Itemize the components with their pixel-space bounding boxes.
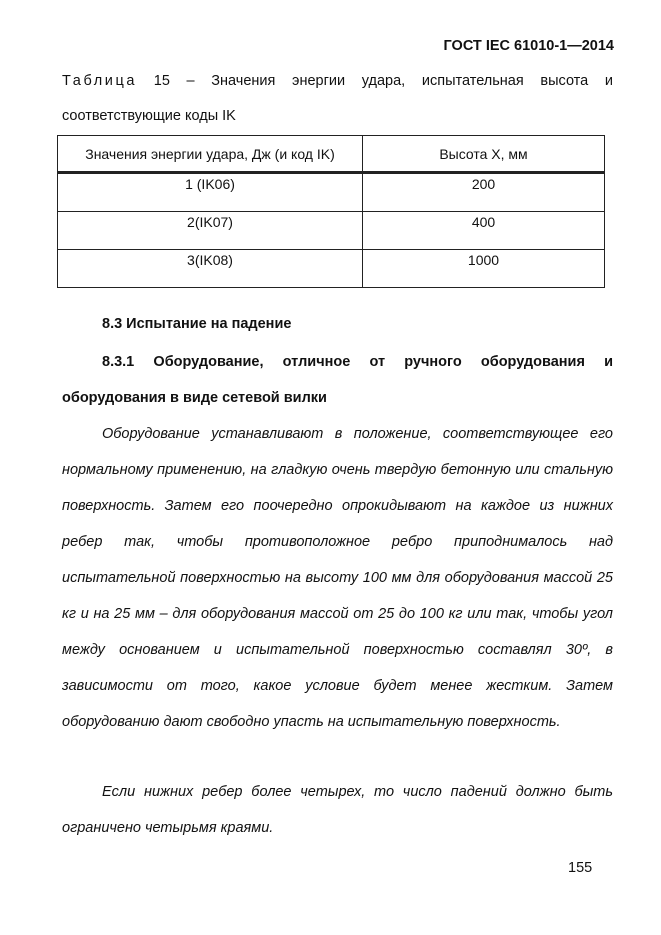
table-cell-height: 400 [363, 212, 605, 250]
table-cell-energy: 3(IK08) [58, 250, 363, 288]
body-paragraph-1: Оборудование устанавливают в положение, соответствующее его нормальному применению, на гладкую очень твердую бетонную или стальную поверхность. Затем его поочередно опрокидывают на каждое из нижних ребер так, чтобы противоположное ребро приподнималось над испытательной поверхностью на высоту 100 мм для оборудования массой 25 кг и на 25 мм – для оборудования массой от 25 до 100 кг или так, чтобы угол между основанием и испытательной поверхностью составлял 30º, в зависимости от того, какое условие будет менее жестким. Затем оборудованию дают свободно упасть на испытательную поверхность. [62, 426, 613, 730]
table-row [58, 212, 605, 250]
table-cell-energy: 1 (IK06) [58, 173, 363, 212]
table-header-height: Высота X, мм [363, 136, 605, 173]
table-header-energy: Значения энергии удара, Дж (и код IK) [58, 136, 363, 173]
table-cell-height: 1000 [363, 250, 605, 288]
table-row [58, 250, 605, 288]
table-cell-height: 200 [363, 173, 605, 212]
table-row [58, 173, 605, 212]
table-cell-energy: 2(IK07) [58, 212, 363, 250]
impact-energy-table [57, 135, 605, 288]
section-title: 8.3 Испытание на падение [102, 316, 292, 332]
page-number: 155 [568, 860, 593, 876]
table-caption-lead: Таблица [62, 73, 138, 89]
section-subtitle: 8.3.1 Оборудование, отличное от ручного оборудования и оборудования в виде сетевой вилки [62, 354, 613, 406]
table-caption [62, 64, 613, 134]
body-paragraph-2: Если нижних ребер более четырех, то число падений должно быть ограничено четырьмя краями. [62, 784, 613, 836]
document-header: ГОСТ IEC 61010-1—2014 [443, 38, 614, 54]
table-caption-text: 15 – Значения энергии удара, испытательная высота и соответствующие коды IK [62, 73, 614, 124]
table-header-row [58, 136, 605, 173]
